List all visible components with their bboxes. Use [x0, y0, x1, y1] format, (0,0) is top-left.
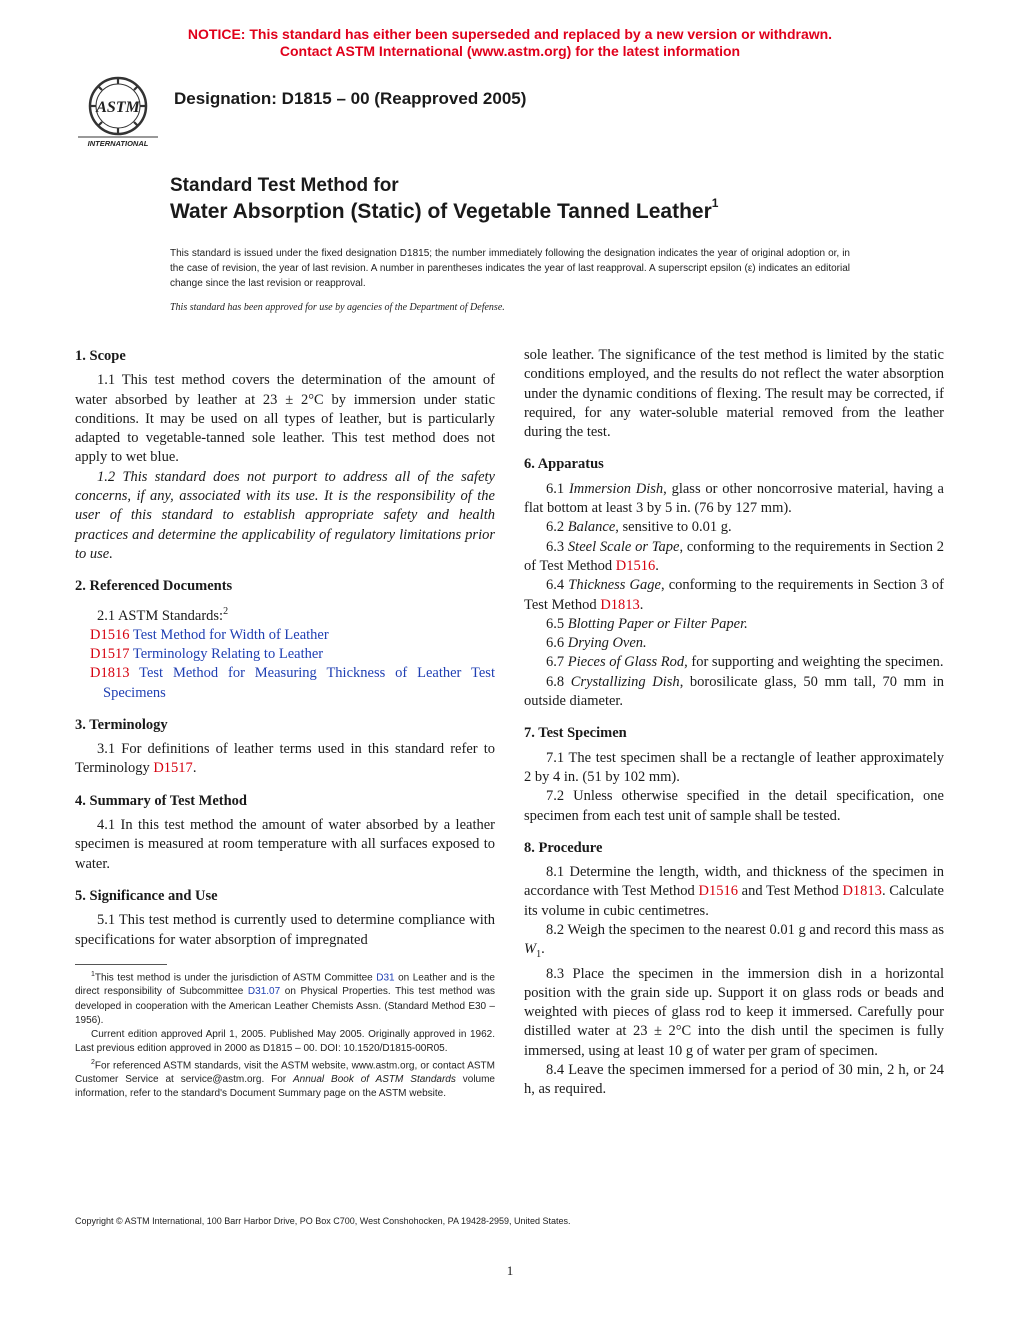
- para-8-1-text-b: and Test Method: [737, 883, 843, 900]
- para-6-4: [524, 576, 944, 615]
- astm-international-logo: [76, 74, 160, 150]
- para-3-1-end: .: [192, 760, 197, 777]
- para-1-1: 1.1 This test method covers the determination of the amount of water absorbed by leather at 23 ± 2°C by immersion under static conditions. It may be used on all types of leather, but is particularly adapted to vegetable-tanned sole leather. This test method does not apply to wet blue.: [75, 372, 495, 466]
- item-name: Balance: [567, 519, 616, 536]
- footnote-1-edition: Current edition approved April 1, 2005. Published May 2005. Originally approved in 1962. Last previous edition approved in 2000 as D1815 – 00. DOI: 10.1520/D1815-00R05.: [75, 1028, 495, 1054]
- footnote-1-text-a: This test method is under the jurisdiction of ASTM Committee: [94, 972, 377, 984]
- item-text: , conforming to the requirements in Section 3 of Test Method: [524, 577, 945, 613]
- ref-item-d1517[interactable]: [75, 645, 495, 664]
- para-6-5: [524, 615, 944, 634]
- footnote-rule: [75, 964, 167, 965]
- designation: Designation: D1815 – 00 (Reapproved 2005): [174, 89, 527, 108]
- title-footnote-mark: 1: [711, 196, 719, 210]
- para-8-4: 8.4 Leave the specimen immersed for a period of 30 min, 2 h, or 24 h, as required.: [524, 1061, 944, 1098]
- ref-title-link[interactable]: Test Method for Width of Leather: [132, 626, 329, 643]
- item-text: , borosilicate glass, 50 mm tall, 70 mm in outside diameter.: [524, 673, 945, 710]
- issue-note: This standard is issued under the fixed designation D1815; the number immediately following the designation indicates the year of original adoption or, in the case of revision, the year of last revision. A number in parentheses indicates the year of last reapproval. A superscript epsilon (ε) indicates an editorial change since the last revision or reapproval.: [170, 248, 850, 289]
- section-4-heading: 4. Summary of Test Method: [75, 792, 247, 809]
- logo-subtext: INTERNATIONAL: [87, 139, 149, 148]
- item-name: Steel Scale or Tape: [567, 538, 680, 555]
- item-name: Immersion Dish: [568, 480, 664, 497]
- para-5-1: 5.1 This test method is currently used to determine compliance with specifications for water absorption of impregnated: [75, 912, 495, 948]
- para-6-8: [524, 673, 944, 712]
- item-name: Thickness Gage: [568, 577, 661, 594]
- section-7-heading: 7. Test Specimen: [524, 725, 627, 742]
- para-6-1: [524, 480, 944, 519]
- item-num: 6.1: [546, 480, 569, 497]
- withdrawal-notice: [0, 26, 1020, 60]
- right-column: [524, 346, 944, 1100]
- item-text: , sensitive to 0.01 g.: [615, 519, 732, 536]
- title-line-2-text: Water Absorption (Static) of Vegetable Tanned Leather: [170, 200, 712, 223]
- link-d31[interactable]: D31: [376, 972, 395, 984]
- copyright: Copyright © ASTM International, 100 Barr Harbor Drive, PO Box C700, West Conshohocken, PA 19428-2959, United States.: [75, 1216, 571, 1226]
- item-num: 6.2: [546, 519, 568, 536]
- footnotes: [75, 968, 495, 1102]
- para-6-2: [524, 518, 944, 537]
- item-text: , glass or other noncorrosive material, having a flat bottom at least 3 by 5 in. (76 by 127 mm).: [524, 480, 944, 517]
- item-num: 6.7: [546, 654, 568, 671]
- link-d31-07[interactable]: D31.07: [247, 986, 281, 998]
- para-2-1-sup: 2: [223, 605, 229, 617]
- astm-logo-graphic: [76, 74, 160, 150]
- para-1-2: 1.2 This standard does not purport to address all of the safety concerns, if any, associated with its use. It is the responsibility of the user of this standard to establish appropriate safety and health practices and determine the applicability of regulatory limitations prior to use.: [75, 468, 495, 562]
- link-d1517[interactable]: D1517: [153, 760, 193, 777]
- mass-variable: W: [524, 941, 537, 958]
- para-3-1-text: 3.1 For definitions of leather terms used in this standard refer to Terminology: [75, 741, 495, 777]
- para-8-2: [524, 921, 944, 964]
- footnote-2-book-title: Annual Book of ASTM Standards: [293, 1074, 456, 1086]
- item-name: Blotting Paper or Filter Paper.: [567, 615, 748, 632]
- item-num: 6.3: [546, 538, 568, 555]
- dod-note: This standard has been approved for use by agencies of the Department of Defense.: [170, 302, 505, 313]
- para-7-2: 7.2 Unless otherwise specified in the detail specification, one specimen from each test unit of sample shall be tested.: [524, 788, 944, 824]
- mass-variable-subscript: 1: [536, 949, 542, 961]
- title-line-1: Standard Test Method for: [170, 175, 399, 196]
- ref-code-link[interactable]: D1516: [90, 626, 130, 643]
- link-d1516[interactable]: D1516: [615, 557, 656, 574]
- section-3-heading: 3. Terminology: [75, 716, 168, 733]
- notice-line-1: NOTICE: This standard has either been superseded and replaced by a new version or withdrawn.: [187, 26, 833, 42]
- footnote-2-text-b: volume information, refer to the standard's Document Summary page on the ASTM website.: [75, 1074, 495, 1100]
- item-name: Drying Oven.: [567, 635, 647, 652]
- para-8-3: 8.3 Place the specimen in the immersion dish in a horizontal position with the grain side up. Support it on glass rods or beads and weighted with pieces of glass rod to keep it immersed. Carefully pour distilled water at 23 ± 2°C into the dish until the specimen is fully immersed, using at least 10 g of water per gram of specimen.: [524, 965, 944, 1059]
- section-6-heading: 6. Apparatus: [524, 456, 604, 473]
- footnote-2-text-a: For referenced ASTM standards, visit the ASTM website, www.astm.org, or contact ASTM Customer Service at service@astm.org. For: [75, 1060, 495, 1086]
- footnote-2-mark: 2: [91, 1058, 95, 1066]
- ref-item-d1516[interactable]: [75, 626, 495, 645]
- item-text: , for supporting and weighting the specimen.: [684, 654, 944, 671]
- para-8-2-end: .: [541, 941, 545, 958]
- para-6-3: [524, 538, 944, 577]
- para-8-2-text: 8.2 Weigh the specimen to the nearest 0.01 g and record this mass as: [546, 922, 944, 939]
- item-num: 6.5: [546, 615, 568, 632]
- para-8-1-text-c: . Calculate its volume in cubic centimetres.: [524, 883, 944, 919]
- notice-line-2: Contact ASTM International (www.astm.org) for the latest information: [279, 43, 741, 59]
- ref-item-d1813[interactable]: [75, 664, 495, 703]
- footnote-1-mark: 1: [91, 971, 95, 978]
- footnote-1-text-c: on Physical Properties. This test method was developed in cooperation with the American Leather Chemists Assn. (Standard Method E30 – 1956).: [75, 986, 496, 1026]
- title-line-2: [170, 196, 719, 224]
- section-1-heading: 1. Scope: [75, 348, 126, 364]
- item-name: Pieces of Glass Rod: [567, 654, 685, 671]
- para-6-6: [524, 634, 944, 653]
- para-8-1-text-a: 8.1 Determine the length, width, and thickness of the specimen in accordance with Test Method: [524, 864, 944, 900]
- section-2-heading: 2. Referenced Documents: [75, 578, 233, 595]
- para-5-1-continued: sole leather. The significance of the test method is limited by the static conditions employed, and the results do not reflect the water absorption under the dynamic conditions of flexing. The result may be corrected, if required, for any water-soluble material removed from the leather during the test.: [524, 347, 944, 441]
- item-end: .: [639, 596, 644, 613]
- ref-title-link[interactable]: Terminology Relating to Leather: [132, 645, 324, 662]
- para-6-7: [524, 653, 944, 672]
- item-end: .: [655, 557, 659, 574]
- link-d1813[interactable]: D1813: [600, 596, 640, 613]
- item-num: 6.8: [546, 673, 571, 690]
- para-8-1: [524, 863, 944, 921]
- para-7-1: 7.1 The test specimen shall be a rectangle of leather approximately 2 by 4 in. (51 by 102 mm).: [524, 749, 944, 785]
- item-num: 6.6: [546, 635, 568, 652]
- footnote-2: [75, 1056, 495, 1102]
- para-2-1: [75, 602, 495, 626]
- section-5-heading: 5. Significance and Use: [75, 887, 218, 904]
- left-column: [75, 346, 495, 950]
- ref-title-link[interactable]: Test Method for Measuring Thickness of Leather Test Specimens: [103, 665, 495, 701]
- para-2-1-text: 2.1 ASTM Standards:: [97, 607, 224, 624]
- footnote-1: [75, 968, 495, 1028]
- item-text: , conforming to the requirements in Section 2 of Test Method: [524, 538, 945, 574]
- link-d1813[interactable]: D1813: [842, 883, 882, 900]
- item-num: 6.4: [546, 577, 569, 594]
- footnote-1-text-b: on Leather and is the direct responsibility of Subcommittee: [75, 972, 495, 998]
- page-number: 1: [506, 1263, 514, 1278]
- ref-code-link[interactable]: D1813: [90, 665, 130, 682]
- section-8-heading: 8. Procedure: [524, 839, 603, 856]
- item-name: Crystallizing Dish: [570, 673, 680, 690]
- link-d1516[interactable]: D1516: [698, 883, 738, 900]
- logo-text: ASTM: [96, 99, 140, 116]
- ref-code-link[interactable]: D1517: [90, 645, 130, 662]
- para-3-1: [75, 740, 495, 779]
- para-4-1: 4.1 In this test method the amount of water absorbed by a leather specimen is measured at room temperature with all surfaces exposed to water.: [75, 817, 495, 872]
